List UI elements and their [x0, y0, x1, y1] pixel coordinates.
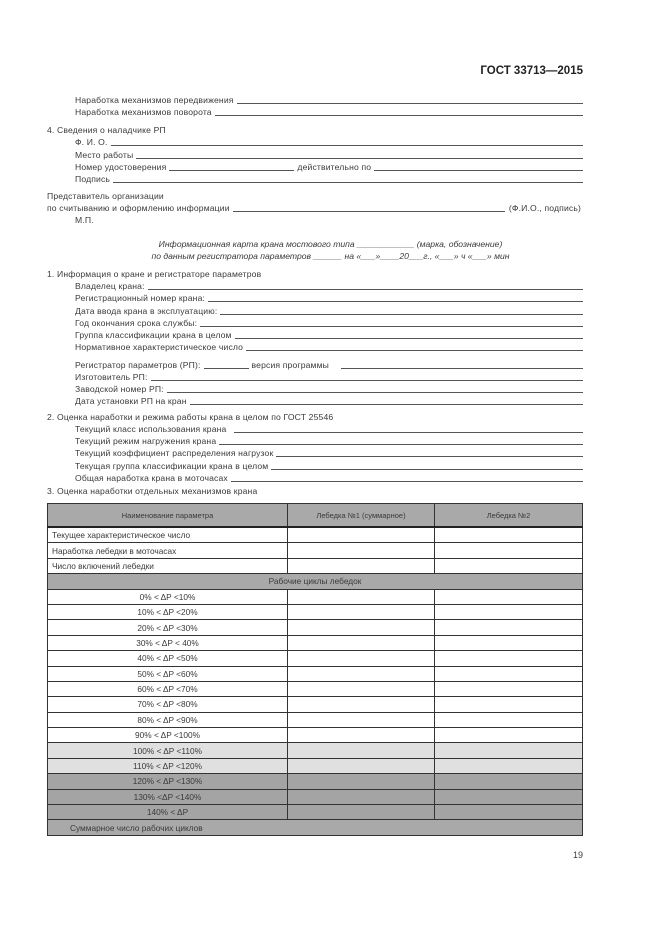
form-line — [75, 106, 583, 117]
heading: 4. Сведения о наладчике РП — [47, 125, 166, 135]
blank-field[interactable] — [200, 325, 583, 327]
table-row — [48, 697, 583, 712]
field-label: Текущий режим нагружения крана — [75, 436, 217, 446]
field-label: Текущий коэффициент распределения нагрузок — [75, 448, 274, 458]
parameter-cell: 0% < ΔP <10% — [48, 589, 288, 604]
value-cell-winch-2[interactable] — [435, 558, 583, 573]
section-cell: Рабочие циклы лебедок — [48, 574, 583, 589]
table-row — [48, 774, 583, 789]
section-3-title — [47, 485, 583, 496]
blank-field[interactable] — [234, 431, 583, 433]
field-label: Номер удостоверения — [75, 162, 167, 172]
form-line — [75, 136, 583, 147]
parameter-cell: 90% < ΔP <100% — [48, 728, 288, 743]
blank-field[interactable] — [374, 169, 583, 171]
field-label: Текущий класс использования крана — [75, 424, 227, 434]
parameter-cell: Наработка лебедки в моточасах — [48, 543, 288, 558]
section-2-title — [47, 411, 583, 422]
section-4-title — [47, 124, 583, 135]
field-label: Владелец крана: — [75, 281, 145, 291]
field-label: Текущая группа классификации крана в целом — [75, 461, 269, 471]
section-1-title — [47, 268, 583, 279]
form-line — [75, 341, 583, 352]
field-label: версия программы — [251, 360, 329, 370]
blank-field[interactable] — [237, 102, 583, 104]
blank-field[interactable] — [111, 144, 583, 146]
parameter-cell: 70% < ΔP <80% — [48, 697, 288, 712]
blank-field[interactable] — [169, 169, 294, 171]
parameter-cell: 130% <ΔP <140% — [48, 789, 288, 804]
table-row — [48, 666, 583, 681]
card-title-line1: Информационная карта крана мостового типа ____________ (марка, обозначение) — [158, 239, 503, 249]
field-label: Год окончания срока службы: — [75, 318, 198, 328]
field-label: Группа классификации крана в целом — [75, 330, 232, 340]
field-label: Изготовитель РП: — [75, 372, 148, 382]
value-cell-winch-1[interactable] — [288, 681, 435, 696]
table-row — [48, 604, 583, 619]
value-cell-winch-1[interactable] — [288, 620, 435, 635]
parameter-cell: 110% < ΔP <120% — [48, 758, 288, 773]
representative-label — [47, 190, 583, 201]
total-cell: Суммарное число рабочих циклов — [48, 820, 583, 835]
parameter-cell: Текущее характеристическое число — [48, 527, 288, 543]
value-cell-winch-1[interactable] — [288, 758, 435, 773]
form-line — [75, 435, 583, 446]
table-row — [48, 635, 583, 650]
total-row — [48, 820, 583, 835]
form-line — [75, 359, 583, 370]
table-row — [48, 527, 583, 543]
value-cell-winch-1[interactable] — [288, 651, 435, 666]
table-header-row — [48, 504, 583, 528]
value-cell-winch-2[interactable] — [435, 527, 583, 543]
field-label: Регистратор параметров (РП): — [75, 360, 201, 370]
field-label: действительно по — [297, 162, 372, 172]
form-line — [75, 280, 583, 291]
page-number: 19 — [572, 850, 583, 860]
field-label: (Ф.И.О., подпись) — [508, 203, 581, 213]
value-cell-winch-2[interactable] — [435, 666, 583, 681]
blank-field[interactable] — [151, 379, 583, 381]
table-row — [48, 543, 583, 558]
value-cell-winch-1[interactable] — [288, 789, 435, 804]
value-cell-winch-2[interactable] — [435, 743, 583, 758]
header-parameter: Наименование параметра — [48, 504, 288, 528]
blank-field[interactable] — [246, 349, 583, 351]
parameter-cell: 40% < ΔP <50% — [48, 651, 288, 666]
blank-field[interactable] — [231, 480, 583, 482]
table-row — [48, 805, 583, 820]
field-label: Ф. И. О. — [75, 137, 108, 147]
value-cell-winch-2[interactable] — [435, 543, 583, 558]
card-title-line2: по данным регистратора параметров ______ на «___»____20___г., «___» ч «___» мин — [151, 251, 510, 261]
value-cell-winch-1[interactable] — [288, 635, 435, 650]
table-row — [48, 789, 583, 804]
form-line — [75, 395, 583, 406]
value-cell-winch-2[interactable] — [435, 728, 583, 743]
value-cell-winch-1[interactable] — [288, 774, 435, 789]
parameter-cell: 120% < ΔP <130% — [48, 774, 288, 789]
blank-field[interactable] — [215, 114, 583, 116]
field-label: Регистрационный номер крана: — [75, 293, 206, 303]
value-cell-winch-1[interactable] — [288, 805, 435, 820]
form-line — [75, 173, 583, 184]
blank-field[interactable] — [190, 403, 583, 405]
table-row — [48, 743, 583, 758]
blank-field[interactable] — [136, 157, 583, 159]
value-cell-winch-1[interactable] — [288, 558, 435, 573]
blank-field[interactable] — [220, 313, 583, 315]
table-row — [48, 728, 583, 743]
form-line — [75, 423, 583, 434]
header-winch-1: Лебедка №1 (суммарное) — [288, 504, 435, 528]
field-label: Представитель организации — [47, 191, 164, 201]
blank-field[interactable] — [148, 288, 583, 290]
blank-field[interactable] — [167, 391, 583, 393]
form-line — [75, 371, 583, 382]
section-row — [48, 574, 583, 589]
value-cell-winch-2[interactable] — [435, 651, 583, 666]
form-line — [75, 317, 583, 328]
blank-field[interactable] — [276, 455, 583, 457]
table-row — [48, 620, 583, 635]
parameter-cell: 10% < ΔP <20% — [48, 604, 288, 619]
blank-field[interactable] — [219, 443, 583, 445]
stamp-label — [75, 214, 583, 225]
value-cell-winch-1[interactable] — [288, 604, 435, 619]
blank-field[interactable] — [341, 367, 583, 369]
field-label: Дата установки РП на кран — [75, 396, 187, 406]
parameter-cell: 140% < ΔP — [48, 805, 288, 820]
blank-field[interactable] — [208, 300, 583, 302]
parameter-cell: 20% < ΔP <30% — [48, 620, 288, 635]
table-row — [48, 681, 583, 696]
blank-field[interactable] — [204, 367, 249, 369]
heading: 1. Информация о кране и регистраторе параметров — [47, 269, 262, 279]
value-cell-winch-1[interactable] — [288, 728, 435, 743]
value-cell-winch-1[interactable] — [288, 527, 435, 543]
field-label: по считыванию и оформлению информации — [47, 203, 230, 213]
value-cell-winch-2[interactable] — [435, 712, 583, 727]
heading: 2. Оценка наработки и режима работы крана в целом по ГОСТ 25546 — [47, 412, 334, 422]
blank-field[interactable] — [233, 210, 505, 212]
value-cell-winch-2[interactable] — [435, 620, 583, 635]
value-cell-winch-1[interactable] — [288, 666, 435, 681]
table-row — [48, 758, 583, 773]
form-line — [75, 149, 583, 160]
form-line — [75, 460, 583, 471]
value-cell-winch-2[interactable] — [435, 635, 583, 650]
table-row — [48, 558, 583, 573]
value-cell-winch-2[interactable] — [435, 774, 583, 789]
parameter-cell: 50% < ΔP <60% — [48, 666, 288, 681]
parameter-cell: 30% < ΔP < 40% — [48, 635, 288, 650]
table-row — [48, 712, 583, 727]
field-label: Наработка механизмов поворота — [75, 107, 212, 117]
table-row — [48, 651, 583, 666]
value-cell-winch-2[interactable] — [435, 681, 583, 696]
form-line — [75, 94, 583, 105]
value-cell-winch-2[interactable] — [435, 589, 583, 604]
winch-table — [47, 503, 583, 836]
table-row — [48, 589, 583, 604]
form-line — [75, 329, 583, 340]
field-label: Место работы — [75, 150, 134, 160]
value-cell-winch-2[interactable] — [435, 604, 583, 619]
form-line — [75, 161, 583, 172]
blank-field[interactable] — [271, 468, 583, 470]
value-cell-winch-1[interactable] — [288, 697, 435, 712]
value-cell-winch-1[interactable] — [288, 743, 435, 758]
parameter-cell: 80% < ΔP <90% — [48, 712, 288, 727]
value-cell-winch-2[interactable] — [435, 789, 583, 804]
form-line — [75, 447, 583, 458]
value-cell-winch-2[interactable] — [435, 758, 583, 773]
field-label: Нормативное характеристическое число — [75, 342, 244, 352]
form-line — [47, 202, 581, 213]
field-label: Наработка механизмов передвижения — [75, 95, 234, 105]
field-label: Дата ввода крана в эксплуатацию: — [75, 306, 218, 316]
value-cell-winch-2[interactable] — [435, 697, 583, 712]
blank-field[interactable] — [235, 337, 583, 339]
parameter-cell: Число включений лебедки — [48, 558, 288, 573]
blank-field[interactable] — [113, 181, 583, 183]
form-line — [75, 383, 583, 394]
parameter-cell: 100% < ΔP <110% — [48, 743, 288, 758]
field-label: Заводской номер РП: — [75, 384, 164, 394]
heading: 3. Оценка наработки отдельных механизмов крана — [47, 486, 258, 496]
form-line — [75, 292, 583, 303]
form-line — [75, 472, 583, 483]
value-cell-winch-2[interactable] — [435, 805, 583, 820]
value-cell-winch-1[interactable] — [288, 543, 435, 558]
field-label: М.П. — [75, 215, 94, 225]
header-winch-2: Лебедка №2 — [435, 504, 583, 528]
parameter-cell: 60% < ΔP <70% — [48, 681, 288, 696]
field-label: Общая наработка крана в моточасах — [75, 473, 228, 483]
document-standard-number: ГОСТ 33713—2015 — [480, 65, 583, 77]
form-line — [75, 305, 583, 316]
value-cell-winch-1[interactable] — [288, 589, 435, 604]
value-cell-winch-1[interactable] — [288, 712, 435, 727]
field-label: Подпись — [75, 174, 111, 184]
